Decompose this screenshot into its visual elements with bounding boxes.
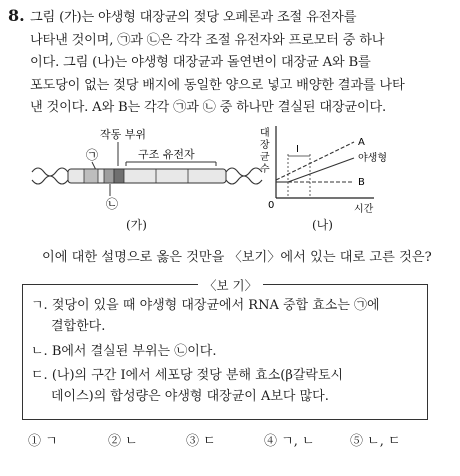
bogi-box <box>22 278 428 420</box>
figure-b-graph <box>254 120 414 225</box>
choice-3[interactable]: ③ ㄷ <box>186 434 216 449</box>
question-line-1: 그림 (가)는 야생형 대장균의 젖당 오페론과 조절 유전자를 <box>30 10 357 25</box>
choice-4[interactable]: ④ ㄱ, ㄴ <box>264 434 315 449</box>
choice-1[interactable]: ① ㄱ <box>28 434 58 449</box>
line-A <box>276 142 354 180</box>
choice-2[interactable]: ② ㄴ <box>108 434 138 449</box>
operator-segment <box>114 169 124 183</box>
line-B-label: B <box>358 177 365 188</box>
bogi-title: 〈보 기〉 <box>198 276 263 294</box>
question-line-4: 포도당이 없는 젖당 배지에 동일한 양으로 넣고 배양한 결과를 나타 <box>30 77 405 93</box>
regulator-segment <box>84 169 98 183</box>
question-line-3: 이다. 그림 (나)는 야생형 대장균과 돌연변이 대장균 A와 B를 <box>30 55 371 70</box>
choice-5[interactable]: ⑤ ㄴ, ㄷ <box>350 434 401 449</box>
structural-gene-label: 구조 유전자 <box>138 148 195 161</box>
origin-label: 0 <box>268 200 275 211</box>
x-axis-label: 시간 <box>354 204 374 215</box>
statement-1-line-1: ㄱ. 젖당이 있을 때 야생형 대장균에서 RNA 중합 효소는 ㉠에 <box>31 298 380 313</box>
ylabel-char-3: 균 <box>260 152 270 163</box>
interval-label: I <box>296 144 299 155</box>
question-prompt: 이에 대한 설명으로 옳은 것만을 〈보기〉에서 있는 대로 고른 것은? <box>42 250 432 265</box>
marker-2: ㉡ <box>106 197 119 211</box>
question-line-5: 낸 것이다. A와 B는 각각 ㉠과 ㉡ 중 하나만 결실된 대장균이다. <box>30 100 387 115</box>
line-wild-label: 야생형 <box>358 153 387 164</box>
figure-a-dna-diagram <box>30 120 270 220</box>
dna-left-end <box>32 168 68 184</box>
line-A-label: A <box>358 137 365 148</box>
statement-2: ㄴ. B에서 결실된 부위는 ㉡이다. <box>31 344 217 359</box>
question-text <box>30 7 452 120</box>
marker-1: ㉠ <box>86 148 99 162</box>
question-number: 8. <box>8 6 25 25</box>
ylabel-char-2: 장 <box>260 140 270 151</box>
figure-b-caption: (나) <box>312 218 333 232</box>
statement-1 <box>31 295 423 337</box>
ylabel-char-4: 수 <box>260 164 270 175</box>
promoter-segment <box>104 169 114 183</box>
operator-label: 작동 부위 <box>100 128 147 141</box>
ylabel-char-1: 대 <box>260 128 270 139</box>
figures <box>0 120 460 230</box>
statement-1-line-2: 결합한다. <box>51 319 106 334</box>
statement-3 <box>31 365 423 407</box>
line-wild-rise <box>288 158 354 182</box>
statement-3-line-2: 데이스)의 합성량은 야생형 대장균이 A보다 많다. <box>51 389 329 404</box>
question-line-2: 나타낸 것이며, ㉠과 ㉡은 각각 조절 유전자와 프로모터 중 하나 <box>30 32 385 48</box>
statement-3-line-1: ㄷ. (나)의 구간 Ⅰ에서 세포당 젖당 분해 효소(β갈락토시 <box>31 368 344 383</box>
figure-a-caption: (가) <box>126 218 147 232</box>
